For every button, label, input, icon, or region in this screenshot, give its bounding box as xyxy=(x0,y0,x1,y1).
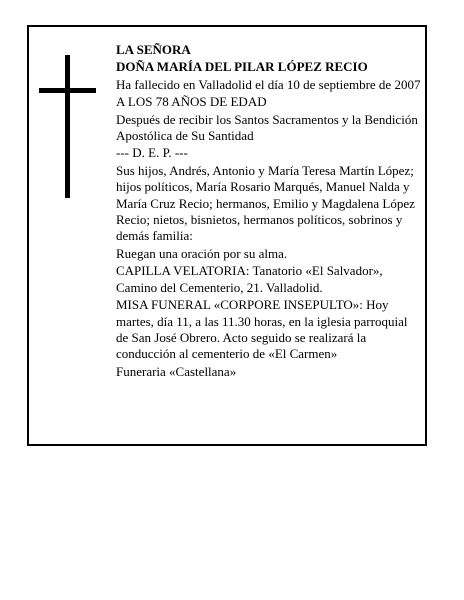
chapel-info: CAPILLA VELATORIA: Tanatorio «El Salvador», Camino del Cementerio, 21. Valladolid. xyxy=(116,263,383,295)
notice-text xyxy=(116,42,422,381)
funeral-home: Funeraria «Castellana» xyxy=(116,363,237,379)
prayer-line: Ruegan una oración por su alma. xyxy=(116,245,288,261)
sacraments-line: Después de recibir los Santos Sacramentos y la Bendición Apostólica de Su Santidad xyxy=(116,111,418,144)
age-line: A LOS 78 AÑOS DE EDAD xyxy=(116,94,267,110)
notice-title: LA SEÑORA xyxy=(116,42,191,57)
deceased-name: DOÑA MARÍA DEL PILAR LÓPEZ RECIO xyxy=(116,59,368,75)
cross-vertical-bar xyxy=(65,55,70,198)
family-paragraph: Sus hijos, Andrés, Antonio y María Teresa Martín López; hijos políticos, María Rosario Marqués, Manuel Nalda y María Cruz Recio; hermanos, Emilio y Magdalena López Recio; nietos, bisnietos, hermanos políticos, sobrinos y demás familia: xyxy=(116,162,415,244)
death-info: Ha fallecido en Valladolid el día 10 de septiembre de 2007 xyxy=(116,76,421,92)
obituary-notice xyxy=(27,25,427,446)
cross-horizontal-bar xyxy=(39,88,96,93)
funeral-info: MISA FUNERAL «CORPORE INSEPULTO»: Hoy martes, día 11, a las 11.30 horas, en la iglesia parroquial de San José Obrero. Acto seguido se realizará la conducción al cementerio de «El Carmen» xyxy=(116,297,408,362)
rip-line: --- D. E. P. --- xyxy=(116,145,188,161)
cross-icon xyxy=(39,55,96,198)
